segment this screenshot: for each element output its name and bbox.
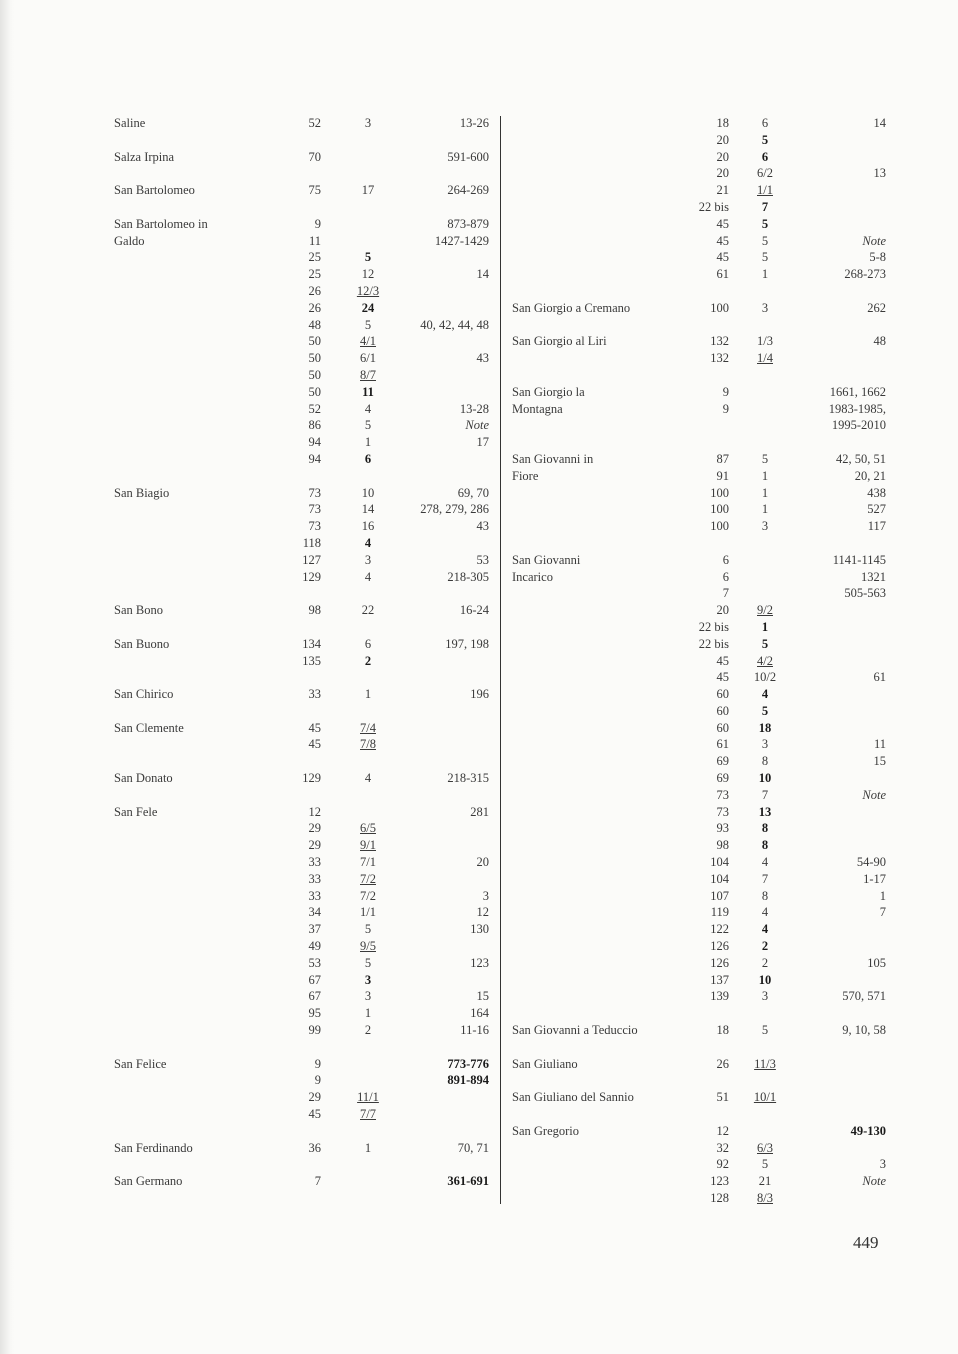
page-reference: 17 [476,435,489,450]
volume-number: 45 [308,1107,321,1122]
volume-number: 9 [314,1073,321,1088]
volume-number: 32 [716,1140,729,1155]
place-name: San Germano [114,1174,183,1189]
place-name: San Fele [114,804,158,819]
item-number: 3 [761,737,769,752]
page-reference: 218-305 [447,569,489,584]
page-reference: 117 [867,519,886,534]
item-number: 3 [761,989,769,1004]
page-reference: 264-269 [447,183,489,198]
page-reference: 123 [470,955,489,970]
page-reference: 438 [867,485,886,500]
volume-number: 26 [716,1056,729,1071]
volume-number: 75 [308,183,321,198]
item-number: 8 [761,838,769,853]
item-number: 6/5 [360,821,376,836]
page-reference: 69, 70 [457,485,489,500]
item-number: 1/1 [360,905,376,920]
volume-number: 128 [710,1191,729,1205]
place-name: San Giorgio a Cremano [512,300,631,315]
item-number: 7/7 [360,1107,376,1122]
page-reference: 130 [470,922,489,937]
item-number: 1 [761,619,769,634]
item-number: 11/1 [357,1090,379,1105]
item-number: 4 [364,535,372,550]
item-number: 5 [761,250,769,265]
page-reference: 15 [873,754,886,769]
volume-number: 53 [308,955,321,970]
item-number: 4/1 [360,334,376,349]
item-number: 5 [364,317,372,332]
item-number: 5 [761,1023,769,1038]
item-number: 1 [364,1006,372,1021]
item-number: 9/5 [360,939,376,954]
item-number: 6 [761,149,769,164]
page-reference: 12 [476,905,489,920]
volume-number: 93 [716,821,729,836]
volume-number: 118 [302,535,321,550]
item-number: 16 [361,519,375,534]
page-reference: 43 [476,519,489,534]
item-number: 3 [761,519,769,534]
volume-number: 45 [308,737,321,752]
volume-number: 22 bis [698,619,729,634]
item-number: 10 [758,972,772,987]
volume-number: 51 [716,1090,729,1105]
item-number: 5 [364,922,372,937]
page-reference: 361-691 [447,1174,489,1189]
item-number: 7 [761,787,769,802]
page-reference: 262 [867,300,886,315]
page-reference: 13-28 [459,401,489,416]
volume-number: 50 [308,351,321,366]
volume-number: 126 [710,955,729,970]
item-number: 1 [761,468,769,483]
item-number: 7/2 [360,871,376,886]
volume-number: 29 [308,1090,321,1105]
item-number: 7 [761,199,769,214]
page-reference: 13 [873,166,886,181]
item-number: 7/1 [360,855,376,870]
page-reference: Note [862,787,886,802]
volume-number: 33 [308,871,321,886]
item-number: 6 [364,636,372,651]
item-number: 6/2 [757,166,773,181]
volume-number: 9 [314,1056,321,1071]
item-number: 10/1 [753,1090,777,1105]
item-number: 12 [361,267,375,282]
item-number: 3 [364,972,372,987]
item-number: 5 [761,703,769,718]
item-number: 6/3 [757,1140,773,1155]
item-number: 2 [761,955,769,970]
item-number: 7 [761,871,769,886]
volume-number: 100 [710,502,729,517]
place-name: San Clemente [114,720,184,735]
place-name-continued: Montagna [512,401,563,416]
volume-number: 73 [308,485,321,500]
item-number: 10/2 [753,670,777,685]
volume-number: 94 [308,451,321,466]
volume-number: 73 [716,804,729,819]
place-name: San Gregorio [512,1123,579,1138]
page-reference: 11 [873,737,886,752]
page-reference: 5-8 [869,250,886,265]
place-name: San Felice [114,1056,167,1071]
item-number: 13 [758,804,772,819]
volume-number: 137 [710,972,729,987]
item-number: 1 [761,267,769,282]
volume-number: 107 [710,888,729,903]
item-number: 4 [761,687,769,702]
place-name: San Giovanni in [512,451,594,466]
volume-number: 60 [716,703,729,718]
volume-number: 95 [308,1006,321,1021]
volume-number: 34 [308,905,321,920]
volume-number: 45 [716,653,729,668]
page-reference: 278, 279, 286 [420,502,489,517]
item-number: 1/1 [757,183,773,198]
page-reference: 105 [867,955,886,970]
item-number: 8/3 [757,1191,773,1205]
volume-number: 20 [716,603,729,618]
item-number: 3 [364,989,372,1004]
volume-number: 7 [722,586,729,601]
place-name: San Giuliano [512,1056,578,1071]
page-reference: 218-315 [447,771,489,786]
item-number: 2 [364,1023,372,1038]
item-number: 3 [761,300,769,315]
volume-number: 139 [710,989,729,1004]
volume-number: 50 [308,384,321,399]
volume-number: 73 [716,787,729,802]
item-number: 5 [761,216,769,231]
volume-number: 122 [710,922,729,937]
volume-number: 104 [710,855,729,870]
volume-number: 60 [716,687,729,702]
item-number: 11 [362,384,374,399]
volume-number: 69 [716,754,729,769]
item-number: 6 [761,116,769,130]
item-number: 5 [761,451,769,466]
volume-number: 132 [710,351,729,366]
volume-number: 37 [308,922,321,937]
volume-number: 45 [308,720,321,735]
place-name: San Bono [114,603,163,618]
item-number: 3 [364,116,372,130]
place-name: San Giorgio al Liri [512,334,607,349]
volume-number: 52 [308,116,321,130]
page-reference: 1995-2010 [831,418,886,433]
page-reference: 70, 71 [457,1140,489,1155]
volume-number: 98 [308,603,321,618]
page-reference: 570, 571 [842,989,886,1004]
place-name: San Buono [114,636,170,651]
volume-number: 21 [716,183,729,198]
page-reference: 1983-1985, [828,401,886,416]
volume-number: 12 [308,804,321,819]
place-name: San Biagio [114,485,170,500]
place-name: San Giovanni a Teduccio [512,1023,638,1038]
page-reference: 281 [470,804,489,819]
item-number: 9/2 [757,603,773,618]
page-reference: 197, 198 [445,636,489,651]
volume-number: 12 [716,1123,729,1138]
volume-number: 104 [710,871,729,886]
volume-number: 9 [722,401,729,416]
page-reference: 3 [879,1157,886,1172]
item-number: 10 [758,771,772,786]
page-reference: 15 [476,989,489,1004]
page-reference: 40, 42, 44, 48 [420,317,489,332]
volume-number: 69 [716,771,729,786]
volume-number: 52 [308,401,321,416]
item-number: 5 [761,132,769,147]
item-number: 1 [364,1140,372,1155]
page-reference: 196 [470,687,489,702]
volume-number: 92 [716,1157,729,1172]
volume-number: 26 [308,300,321,315]
volume-number: 29 [308,838,321,853]
page-reference: 1427-1429 [434,233,489,248]
page-reference: 268-273 [844,267,886,282]
place-name: San Giovanni [512,552,581,567]
page-reference: 1-17 [863,871,886,886]
item-number: 5 [761,1157,769,1172]
page-reference: Note [862,1174,886,1189]
page-reference: 9, 10, 58 [842,1023,886,1038]
item-number: 8 [761,888,769,903]
item-number: 1 [761,485,769,500]
place-name: Saline [114,116,146,130]
item-number: 6/1 [360,351,376,366]
item-number: 9/1 [360,838,376,853]
volume-number: 61 [716,267,729,282]
volume-number: 61 [716,737,729,752]
item-number: 4 [761,922,769,937]
item-number: 4 [761,855,769,870]
item-number: 5 [761,233,769,248]
scan-page-edge [0,0,14,1354]
page-reference: 873-879 [447,216,489,231]
item-number: 2 [364,653,372,668]
volume-number: 98 [716,838,729,853]
page-reference: 14 [873,116,886,130]
volume-number: 20 [716,149,729,164]
item-number: 2 [761,939,769,954]
volume-number: 50 [308,367,321,382]
volume-number: 11 [308,233,321,248]
item-number: 3 [364,552,372,567]
volume-number: 119 [710,905,729,920]
page-reference: 3 [482,888,489,903]
item-number: 5 [364,418,372,433]
item-number: 8/7 [360,367,376,382]
volume-number: 36 [308,1140,321,1155]
volume-number: 129 [302,771,321,786]
place-name: San Bartolomeo in [114,216,208,231]
item-number: 8 [761,821,769,836]
place-name-continued: Galdo [114,233,145,248]
volume-number: 132 [710,334,729,349]
page-reference: 53 [476,552,489,567]
item-number: 24 [361,300,375,315]
item-number: 18 [758,720,772,735]
volume-number: 94 [308,435,321,450]
volume-number: 86 [308,418,321,433]
item-number: 7/2 [360,888,376,903]
page-reference: 42, 50, 51 [836,451,886,466]
place-name: Salza Irpina [114,149,175,164]
item-number: 5 [364,955,372,970]
volume-number: 7 [314,1174,321,1189]
page-reference: 891-894 [447,1073,489,1088]
page-reference: 20, 21 [854,468,886,483]
item-number: 4 [364,771,372,786]
volume-number: 25 [308,250,321,265]
volume-number: 134 [302,636,321,651]
item-number: 1 [364,687,372,702]
page-reference: 11-16 [460,1023,489,1038]
place-name-continued: Fiore [512,468,539,483]
volume-number: 123 [710,1174,729,1189]
volume-number: 33 [308,888,321,903]
volume-number: 73 [308,502,321,517]
page-reference: 49-130 [850,1123,886,1138]
volume-number: 127 [302,552,321,567]
item-number: 1 [761,502,769,517]
page-reference: 1141-1145 [832,552,886,567]
page-reference: 43 [476,351,489,366]
page-reference: Note [862,233,886,248]
volume-number: 67 [308,989,321,1004]
volume-number: 91 [716,468,729,483]
item-number: 4 [364,569,372,584]
place-name: San Giuliano del Sannio [512,1090,634,1105]
item-number: 17 [361,183,375,198]
page-reference: 527 [867,502,886,517]
item-number: 1/3 [757,334,773,349]
page-reference: 591-600 [447,149,489,164]
volume-number: 45 [716,233,729,248]
item-number: 11/3 [754,1056,776,1071]
volume-number: 129 [302,569,321,584]
volume-number: 33 [308,855,321,870]
page-number: 449 [853,1233,879,1252]
page-reference: 61 [873,670,886,685]
volume-number: 100 [710,485,729,500]
item-number: 1 [364,435,372,450]
place-name: San Chirico [114,687,174,702]
item-number: 5 [761,636,769,651]
page-reference: 1321 [861,569,886,584]
volume-number: 50 [308,334,321,349]
volume-number: 26 [308,283,321,298]
volume-number: 22 bis [698,636,729,651]
place-name: San Bartolomeo [114,183,195,198]
item-number: 1/4 [757,351,773,366]
item-number: 22 [361,603,375,618]
volume-number: 100 [710,300,729,315]
page-reference: 7 [879,905,886,920]
page-reference: 1661, 1662 [829,384,886,399]
page-reference: 20 [476,855,489,870]
item-number: 7/4 [360,720,376,735]
column-divider [500,116,501,1204]
volume-number: 45 [716,250,729,265]
volume-number: 49 [308,939,321,954]
place-name: San Giorgio la [512,384,585,399]
volume-number: 33 [308,687,321,702]
volume-number: 20 [716,132,729,147]
volume-number: 99 [308,1023,321,1038]
volume-number: 100 [710,519,729,534]
page-reference: 1 [879,888,886,903]
page-reference: 16-24 [459,603,489,618]
item-number: 21 [758,1174,772,1189]
item-number: 5 [364,250,372,265]
volume-number: 20 [716,166,729,181]
item-number: 6 [364,451,372,466]
page-reference: 13-26 [459,116,489,130]
page-reference: 773-776 [447,1056,489,1071]
item-number: 10 [361,485,375,500]
volume-number: 25 [308,267,321,282]
volume-number: 9 [314,216,321,231]
place-name: San Ferdinando [114,1140,193,1155]
volume-number: 22 bis [698,199,729,214]
volume-number: 48 [308,317,321,332]
volume-number: 29 [308,821,321,836]
volume-number: 18 [716,1023,729,1038]
item-number: 4 [761,905,769,920]
volume-number: 126 [710,939,729,954]
page-reference: 54-90 [856,855,886,870]
item-number: 4 [364,401,372,416]
volume-number: 9 [722,384,729,399]
volume-number: 135 [302,653,321,668]
page-reference: 505-563 [844,586,886,601]
volume-number: 60 [716,720,729,735]
page-reference: 48 [873,334,886,349]
page-reference: 164 [470,1006,489,1021]
item-number: 12/3 [356,283,380,298]
volume-number: 87 [716,451,729,466]
item-number: 7/8 [360,737,376,752]
volume-number: 45 [716,670,729,685]
volume-number: 67 [308,972,321,987]
item-number: 14 [361,502,375,517]
place-name-continued: Incarico [512,569,553,584]
page-reference: 14 [476,267,489,282]
item-number: 4/2 [757,653,773,668]
volume-number: 45 [716,216,729,231]
item-number: 8 [761,754,769,769]
place-name: San Donato [114,771,173,786]
volume-number: 73 [308,519,321,534]
volume-number: 70 [308,149,321,164]
volume-number: 18 [716,116,729,130]
volume-number: 6 [722,569,729,584]
volume-number: 6 [722,552,729,567]
page-reference: Note [465,418,489,433]
